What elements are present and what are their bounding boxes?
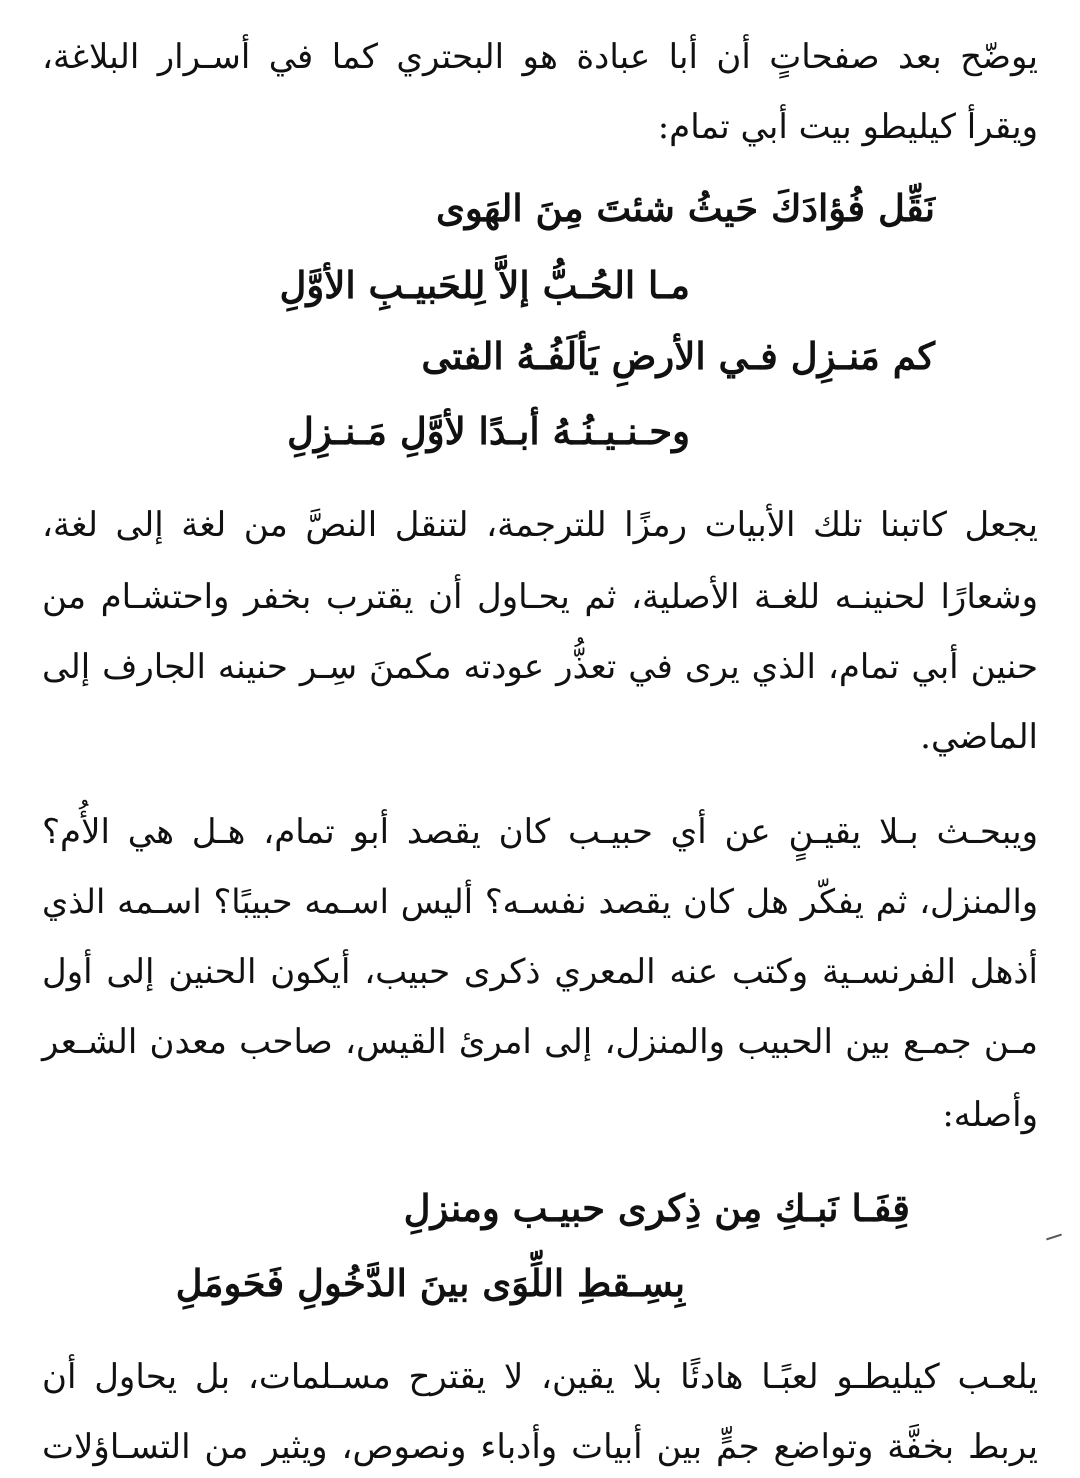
stray-scan-mark <box>1046 1234 1062 1241</box>
poem-1-hemistich-2: مـا الحُـبُّ إلاَّ لِلحَبيـبِ الأوَّلِ <box>279 263 690 307</box>
paragraph-3-line-3: أذهل الفرنسـية وكتب عنه المعري ذكرى حبيب، أيكون الحنين إلى أول <box>42 952 1038 992</box>
poem-1-hemistich-1: نَقِّل فُؤادَكَ حَيثُ شئتَ مِنَ الهَوى <box>435 186 935 230</box>
paragraph-2-line-3: حنين أبي تمام، الذي يرى في تعذُّر عودته مكمنَ سِـر حنينه الجارف إلى <box>42 647 1038 687</box>
paragraph-2-line-2: وشعارًا لحنينـه للغـة الأصلية، ثم يحـاول أن يقترب بخفر واحتشـام من <box>42 577 1038 617</box>
paragraph-3-line-1: ويبحـث بـلا يقيـنٍ عن أي حبيـب كان يقصد أبو تمام، هـل هي الأُم؟ <box>42 812 1038 852</box>
poem-1-hemistich-4: وحـنـيـنُـهُ أبـدًا لأوَّلِ مَـنـزِلِ <box>286 409 690 453</box>
poem-1-hemistich-3: كم مَنـزِل فـي الأرضِ يَألَفُـهُ الفتى <box>421 334 935 378</box>
paragraph-3-line-2: والمنزل، ثم يفكّر هل كان يقصد نفسـه؟ أليس اسـمه حبيبًا؟ اسـمه الذي <box>42 882 1038 921</box>
paragraph-3-line-5: وأصله: <box>942 1095 1038 1135</box>
paragraph-1-line-2: ويقرأ كيليطو بيت أبي تمام: <box>657 107 1038 147</box>
paragraph-2-line-4: الماضي. <box>920 717 1038 757</box>
paragraph-4-line-1: يلعـب كيليطـو لعبًـا هادئًا بلا يقين، لا يقترح مسـلمات، بل يحاول أن <box>42 1357 1038 1397</box>
paragraph-4-line-2: يربط بخفَّة وتواضع جمٍّ بين أبيات وأدباء ونصوص، ويثير من التسـاؤلات <box>42 1427 1038 1467</box>
poem-2-hemistich-1: قِفَـا نَبـكِ مِن ذِكرى حبيـب ومنزلِ <box>403 1186 910 1230</box>
paragraph-1-line-1: يوضّح بعد صفحاتٍ أن أبا عبادة هو البحتري كما في أسـرار البلاغة، <box>42 37 1038 77</box>
paragraph-2-line-1: يجعل كاتبنا تلك الأبيات رمزًا للترجمة، لتنقل النصَّ من لغة إلى لغة، <box>42 505 1038 545</box>
poem-2-hemistich-2: بِسِـقطِ اللِّوَى بينَ الدَّخُولِ فَحَومَلِ <box>175 1261 685 1305</box>
paragraph-3-line-4: مـن جمـع بين الحبيب والمنزل، إلى امرئ القيس، صاحب معدن الشـعر <box>42 1022 1038 1062</box>
